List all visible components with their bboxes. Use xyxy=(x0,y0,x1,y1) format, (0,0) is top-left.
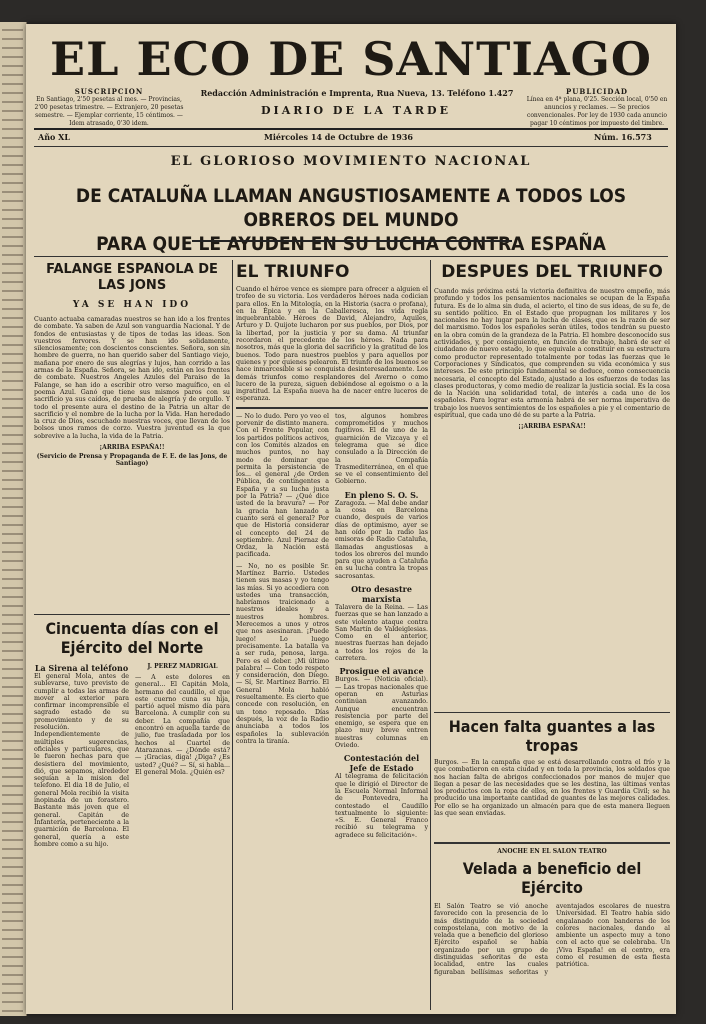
velada-body: El Salón Teatro se vió anoche favorecido con la presencia de lo más distinguido de la sociedad compostelana, con motivo de la velada que a beneficio del glorioso Ejército español se había organizado por un grupo de distinguidas señoritas de esta localidad, entre las cuales figuraban bellísimas señoritas y aventajados escolares de nuestra Universidad. El Teatro había sido engalanado con banderas de los colores nacionales, dando al ambiente un aspecto muy a tono con el acto que se celebraba. Un ¡Viva España! en el centro, era como el resumen de esta fiesta patriótica. xyxy=(434,903,670,976)
avance-heading: Prosigue el avance xyxy=(339,666,424,677)
contestacion-heading: Contestación del Jefe de Estado xyxy=(343,753,420,774)
cincuenta-article xyxy=(34,610,230,1014)
falange-body: Cuanto actuaba camaradas nuestros se han ido a los frentes de combate. Ya saben de Azul son vanguardia Nacional. Y de fondos de entusiastas y de tipos de todas las ideas. Son vuestros fervores. Y se han ido solidamente, silenciosamente; con doscientos conscientes. Señora, son sin hombre de guerra, no han querido saber del Santiago viejo, mañana por enero de sus alegrías y lujos, han corrido a las armas de la España. Señora, se han ido, están en los frentes de combate. Nuestros Angeles Azules del Paraiso de la Falange, se han ido a escribir otro verso maguífico, en el poema Azul. Ganó que tiene sus mismos paros con su sacrificio ya sus caídos, de prueba de alegría y de orgullo. Y todo el presente aura el destino de la Patria un altar de sacrificio y el nombre de la lucha por la Vida. Han heredado la cruz de Dios, escuchado nuestras voces, que llevan de los bolsos unos ramos de corzo. Vuestra juventud es la que sobrevive a la lucha, la vida de la Patria. xyxy=(34,316,230,440)
triunfo-col-a: — No lo dudo. Pero yo veo el porvenir de distinto manera. Con el Frente Popular, con los partidos políticos activos, con los Comités alzados en muchos puntos, no hay modo de dominar que permita la persistencia de los... el general ¿de Orden Pública, de contingentes a España y a su lucha justa por la Patria? — ¿Qué dice usted de la bravura? — Por la gracia han lanzado a cuanto será el general? Por que de Historia considerar el concepto del 24 de septiembre. Azul Piernaz de Ordaz, la Nación está pacificada. xyxy=(236,412,329,559)
previous-page-edge xyxy=(0,22,27,1016)
falange-subtitle: YA SE HAN IDO xyxy=(72,300,192,310)
triunfo-divider xyxy=(236,407,428,409)
triunfo-col-a-2: — No, no es posible Sr. Martínez Barrio. Ustedes tienen sus masas y yo tengo las mías. Si yo accediera con ustedes una transacción, habríamos traicionado a nuestros ideales y a nuestros hombres. Merecemos a unos y otros que nos asesinaran. ¡Puede luego! Lo luego precisamente. La batalla va a ser ruda, penosa, larga. Pero es el deber. ¡Mi último palabra! — Con todo respeto y consideración, don Diego. — Sí, Sr. Martínez Barrio. El General Mola habló resueltamente. Es cierto que concede con resolución, en un tono reposado. Días después, la voz de la Radio anunciaba a todos los españoles la sublevación contra la tiranía. xyxy=(236,562,329,745)
triunfo-col-b-intro: tos, algunos hombres comprometidos y muchos fugitivos. El de uno de la guarnición de Vizcaya y el telegrama que se dice consulado a la Dirección de la Compañía Trasmediterránea, en el que se ve el consentimiento del Gobierno. xyxy=(335,412,428,486)
triunfo-body: Cuando el héroe vence es siempre para ofrecer a alguien el trofeo de su victoria. Los verdaderos héroes nada codician para ellos. En la Mitología, en la Historia (sacra o profana), en la Épica y en la Caballeresca, los vida regla inquebrantable. Héroes de David, Alejandro, Aquiles, Arturo y D. Quijote lucharon por sus pueblos, por Dios, por la libertad, por la justicia y por su dama. Al triunfar recordaron el precedente de los héroes. Nada para nosotros, más que la gloria del sacrificio y la gratitud de los buenos. Todo para nuestros pueblos y para aquellos por quienes y por quienes pelearon. El triunfo de los buenos se hace inmarcesible si se conquista desinteresadamente. Los demás triunfos como resplandores del Averno o como lucero de la pureza, siguen debiéndose al egoísmo o a la ingratitud. La España nueva ha de nacer entre luceros de esperanza. xyxy=(236,286,428,403)
main-headline-line2: PARA QUE LE AYUDEN EN SU LUCHA CONTRA ESPAÑA xyxy=(96,233,606,255)
velada-article xyxy=(434,838,670,1012)
contestacion-text: Al telegrama de felicitación que le dirigió el Director de la Escuela Normal Informal de Pontevedra, ha contestado el Caudillo textualmente lo siguiente: «S. E. General Franco recibió su telegrama y agradece su felicitación». xyxy=(335,773,428,839)
cincuenta-section: La Sirena al teléfono xyxy=(34,663,129,673)
despues-article xyxy=(434,262,670,702)
dateline-rule xyxy=(34,146,668,147)
cincuenta-body-2: — A este dolores en general... El Capitán Mola, hermano del caudillo, el que este cuerno cuna su hija, partió aquel mismo día para Barcelona. A cumplir con su deber. La compañía que encontró en aquella tarde de julio, fue trasladada por los hechos al Cuartel de Atarazanas. — ¿Dónde está? — ¡Gracias, diga! ¿Diga? ¿Es usted? ¿Qué? — Sí, si habla... El general Mola. ¿Quién es? xyxy=(135,674,230,776)
falange-credit: (Servicio de Prensa y Propaganda de F. E. de las Jons, de Santiago) xyxy=(36,453,228,468)
advertising-text: Línea en 4ª plana, 0'25. Sección local, 0'50 en anuncios y reclames. — Se precios convencionales. Por ley de 1930 cada anuncio pagar 10 céntimos por impuesto del timbre. xyxy=(526,96,668,127)
section-banner: EL GLORIOSO MOVIMIENTO NACIONAL xyxy=(170,154,532,169)
triunfo-title: EL TRIUNFO xyxy=(236,262,350,282)
cincuenta-body: El general Mola, antes de sublevarse, tuvo previsto de cumplir a todas las armas de mover al exterior para confirmar incomprensible el sagrado estado de su promovimiento y de su resolución. Independientemente de múltiples sugerencias, oficiales y particulares, que le fueron hechas para que desistiera del movimiento, dió, que sepamos, alrededor seguían a la mision del telefono. El dia 18 de Julio, el general Mola recibió la visita inopinada de un forastero. Bastante más joven que el general. Capitán de Infantería, perteneciente a la guarnición de Barcelona. El general, quería a este hombre como a su hijo. xyxy=(34,673,129,848)
guantes-article xyxy=(434,708,670,836)
daily-subtitle: DIARIO DE LA TARDE xyxy=(261,104,451,117)
cincuenta-author: J. PEREZ MADRIGAL xyxy=(147,663,218,670)
issue-number: Núm. 16.573 xyxy=(594,132,652,142)
column-rule-1 xyxy=(232,260,233,1010)
section-rule xyxy=(34,256,668,257)
velada-title: Velada a beneficio del Ejército xyxy=(462,859,642,897)
article-divider xyxy=(34,614,230,615)
despues-body: Cuando más próxima está la victoria definitiva de nuestro empeño, más profundo y todos los pensamientos nacionales se ocupan de la España futura. Es de lo alma sin duda, el acierto, el tino de sus ideas, de su fe, de su sentido político. En el Estado que propugnan los militares y los nacionales no hay lugar para la lucha de clases, que es la razón de ser del marxismo. Todos los españoles serán útiles, todos tendrán su puesto en la obra común de la grandeza de la Patria. El hombre desconocido sus actividades, y, por consiguiente, en función de trabajo, habrá de ser el ciudadano de nuevo estado, lo que equivale a constituir en su estructura como productor representado totalmente por todas las fuerzas que le Corporaciones y Sindicatos, que comprenden su vida económica y sus intereses. De este principio fundamental se deduce, como consecuencia necesaria, el concepto del Estado, ajustado a los esfuerzos de todas las clases productoras, y como medio de realizar la justicia social. Es la cosa de la Nación una solidaridad total, de interés a cada uno de los españoles. Para lograr esta armonía habrá de ser norma imperativa de trabajo los nuevos sentimientos de los españoles a pie y el comentario de espiritual, que cada uno dé de su parte a la Patria. xyxy=(434,288,670,420)
sos-heading: En pleno S. O. S. xyxy=(344,489,419,500)
newspaper-page xyxy=(26,24,676,1014)
main-headline-line1: DE CATALUÑA LLAMAN ANGUSTIOSAMENTE A TODOS LOS OBREROS DEL MUNDO xyxy=(75,185,627,231)
subscription-box xyxy=(34,88,184,128)
column-rule-2 xyxy=(430,260,431,1010)
falange-article xyxy=(34,262,230,608)
advertising-heading: PUBLICIDAD xyxy=(566,87,628,96)
subscription-heading: SUSCRIPCION xyxy=(74,87,144,96)
velada-kicker: ANOCHE EN EL SALON TEATRO xyxy=(497,848,607,855)
masthead-title: EL ECO DE SANTIAGO xyxy=(50,32,652,86)
subscription-text: En Santiago, 2'50 pesetas al mes. — Provincias, 2'00 pesetas trimestre. — Extranjero, 20 pesetas semestre. — Ejemplar corriente, 15 céntimos. — Idem atrasado, 0'30 idem. xyxy=(34,96,184,127)
guantes-body: Burgos. — En la campaña que se está desarrollando contra el frío y la que combatieron en esta ciudad y en toda la provincia, los soldados que nos hacían falta de abrigos confeccionados por manos de mujer que llegan a pesar de las necesidades que se les destina, las últimas ventas los productos con la ropa de ellos, en los frentes y Guardia Civil; se ha producido una importante cantidad de guantes de las mejores calidades. Por ello se ha organizado un almacén para que de esta manera lleguen las que sean enviadas. xyxy=(434,759,670,818)
desastre-text: Talavera de la Reina. — Las fuerzas que se han lanzado a este violento ataque contra San Martín de Valdeiglesias. Como en el anterior, nuestras fuerzas han dejado a todos los rojos de la carretera. xyxy=(335,603,428,663)
cincuenta-title: Cincuenta días con el Ejército del Norte xyxy=(45,619,219,657)
headline-rule xyxy=(192,240,512,242)
despues-closing: ¡¡ARRIBA ESPAÑA!! xyxy=(518,423,586,431)
despues-title: DESPUES DEL TRIUNFO xyxy=(441,262,663,282)
sos-text: Zaragoza. — Mal debe andar la cosa en Barcelona cuando, después de varios días de optimismo, ayer se han oído por la radio las emisoras de Radio Cataluña, llamadas angustiosas a todos los obreros del mundo para que ayuden a Cataluña en su lucha contra la tropas sacrosantas. xyxy=(335,499,428,580)
advertising-box xyxy=(524,88,670,128)
velada-divider xyxy=(434,842,670,844)
masthead-rule xyxy=(34,128,668,130)
falange-closing: ¡ARRIBA ESPAÑA!! xyxy=(99,444,165,452)
falange-title: FALANGE ESPAÑOLA DE LAS JONS xyxy=(46,262,218,293)
issue-year: Año XL xyxy=(38,132,70,142)
guantes-divider xyxy=(434,712,670,713)
guantes-title: Hacen falta guantes a las tropas xyxy=(448,717,656,755)
main-headline xyxy=(34,184,668,256)
avance-text: Burgos. — (Noticia oficial). — Las tropas nacionales que operan en Asturias continúan avanzando. Aunque encuentran resistencia por parte del enemigo, se espera que en plazo muy breve entren nuestras columnas en Oviedo. xyxy=(335,676,428,750)
desastre-heading: Otro desastre marxista xyxy=(351,583,412,604)
editorial-address: Redacción Administración e Imprenta, Rua Nueva, 13. Teléfono 1.427 xyxy=(200,88,514,98)
issue-date: Miércoles 14 de Octubre de 1936 xyxy=(264,132,413,142)
triunfo-article xyxy=(236,262,428,1012)
